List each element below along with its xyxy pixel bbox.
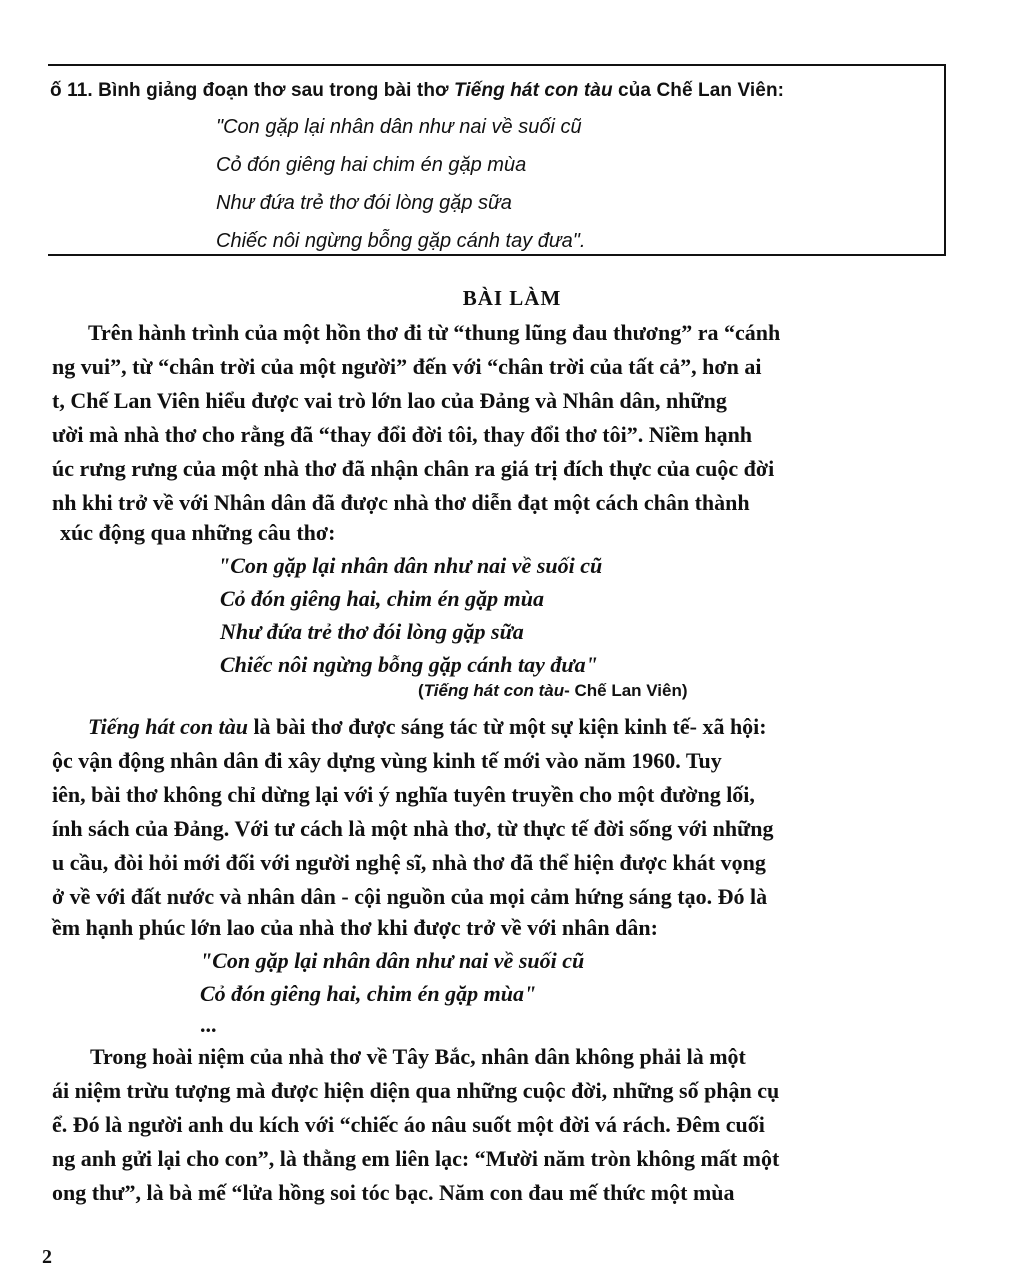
poem-line: Chiếc nôi ngừng bỗng gặp cánh tay đưa" <box>220 652 598 677</box>
paragraph-line: ái niệm trừu tượng mà được hiện diện qua những cuộc đời, những số phận cụ <box>52 1078 780 1103</box>
page-number: 2 <box>42 1246 52 1268</box>
paragraph-line: ng anh gửi lại cho con”, là thằng em liên lạc: “Mười năm tròn không mất một <box>52 1146 780 1171</box>
poem-line: Cỏ đón giêng hai, chim én gặp mùa" <box>200 981 537 1006</box>
question-poem-line: Cỏ đón giêng hai chim én gặp mùa <box>216 154 527 176</box>
poem-line: "Con gặp lại nhân dân như nai về suối cũ <box>200 948 585 973</box>
paragraph-line: ể. Đó là người anh du kích với “chiếc áo nâu suốt một đời vá rách. Đêm cuối <box>52 1112 765 1137</box>
paragraph-line: ềm hạnh phúc lớn lao của nhà thơ khi được trở về với nhân dân: <box>52 915 658 940</box>
paragraph-line: ười mà nhà thơ cho rằng đã “thay đổi đời tôi, thay đổi thơ tôi”. Niềm hạnh <box>52 422 753 447</box>
paragraph-line: Tiếng hát con tàu là bài thơ được sáng tác từ một sự kiện kinh tế- xã hội: <box>88 714 767 739</box>
question-poem-line: Chiếc nôi ngừng bỗng gặp cánh tay đưa". <box>216 230 586 252</box>
paragraph-line: ng vui”, từ “chân trời của một người” đến với “chân trời của tất cả”, hơn ai <box>52 354 762 379</box>
paragraph-line: Trên hành trình của một hồn thơ đi từ “thung lũng đau thương” ra “cánh <box>88 320 781 345</box>
paragraph-line: u cầu, đòi hỏi mới đối với người nghệ sĩ, nhà thơ đã thể hiện được khát vọng <box>52 850 766 875</box>
poem-line: Cỏ đón giêng hai, chim én gặp mùa <box>220 586 544 611</box>
paragraph-line: nh khi trở về với Nhân dân đã được nhà thơ diễn đạt một cách chân thành <box>52 490 750 515</box>
paragraph-line: ộc vận động nhân dân đi xây dựng vùng kinh tế mới vào năm 1960. Tuy <box>52 748 722 773</box>
paragraph-line: úc rưng rưng của một nhà thơ đã nhận chân ra giá trị đích thực của cuộc đời <box>52 456 775 481</box>
paragraph-line: Trong hoài niệm của nhà thơ về Tây Bắc, nhân dân không phải là một <box>90 1044 746 1069</box>
paragraph-line: ở về với đất nước và nhân dân - cội nguồn của mọi cảm hứng sáng tạo. Đó là <box>52 884 768 909</box>
paragraph-line: t, Chế Lan Viên hiểu được vai trò lớn lao của Đảng và Nhân dân, những <box>52 388 727 413</box>
poem-line: "Con gặp lại nhân dân như nai về suối cũ <box>218 553 603 578</box>
paragraph-line: xúc động qua những câu thơ: <box>60 520 336 545</box>
poem-line: Như đứa trẻ thơ đói lòng gặp sữa <box>220 619 524 644</box>
question-title: ố 11. Bình giảng đoạn thơ sau trong bài thơ Tiếng hát con tàu của Chế Lan Viên: <box>50 80 785 101</box>
paragraph-line: ính sách của Đảng. Với tư cách là một nhà thơ, từ thực tế đời sống với những <box>52 816 774 841</box>
ellipsis: ... <box>200 1012 217 1037</box>
poem-source: (Tiếng hát con tàu- Chế Lan Viên) <box>418 681 688 700</box>
question-poem-line: "Con gặp lại nhân dân như nai về suối cũ <box>216 116 582 138</box>
paragraph-line: ong thư”, là bà mế “lửa hồng soi tóc bạc. Năm con đau mế thức một mùa <box>52 1180 735 1205</box>
question-poem-line: Như đứa trẻ thơ đói lòng gặp sữa <box>216 192 512 214</box>
question-box <box>48 64 946 256</box>
essay-heading: BÀI LÀM <box>462 286 562 310</box>
paragraph-line: iên, bài thơ không chỉ dừng lại với ý nghĩa tuyên truyền cho một đường lối, <box>52 782 755 807</box>
